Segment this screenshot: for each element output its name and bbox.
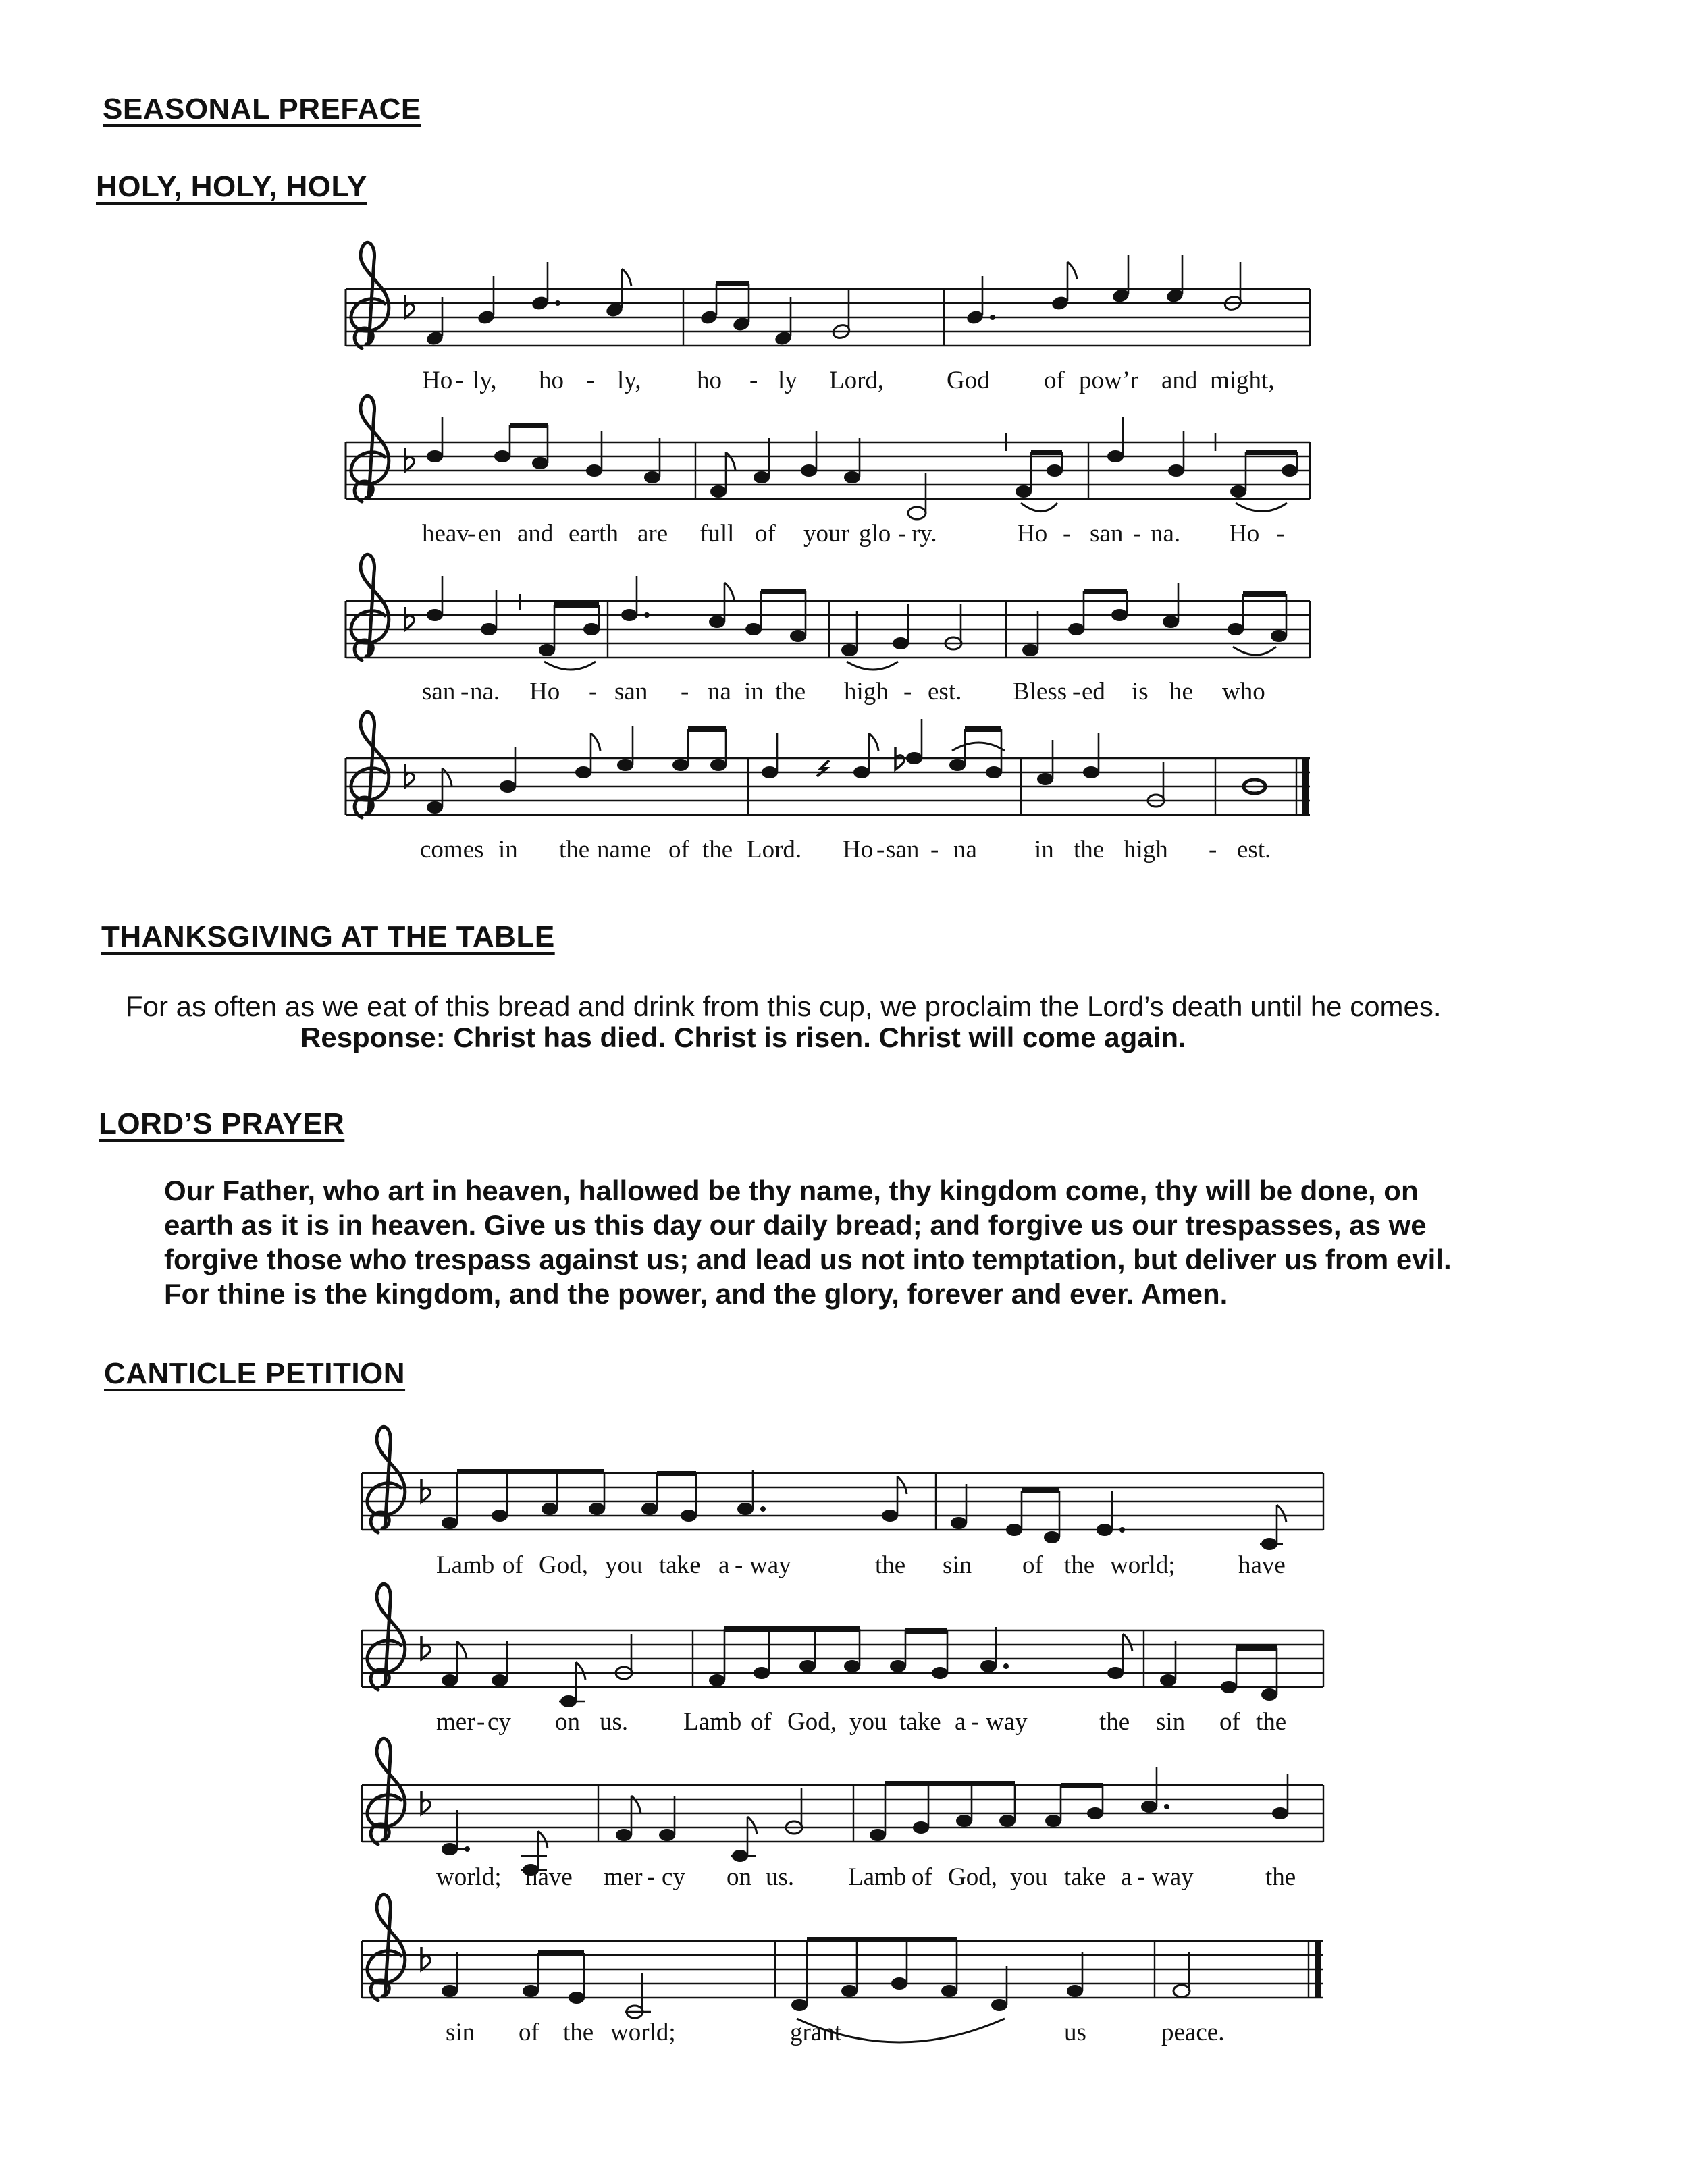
lyric: us.	[600, 1708, 629, 1736]
lyric: the	[702, 836, 733, 863]
lyric: and	[1161, 367, 1198, 394]
lyric-hyphen: -	[681, 678, 689, 705]
lyric: take	[1064, 1863, 1106, 1891]
lyric: on	[555, 1708, 580, 1736]
lyric: the	[1256, 1708, 1287, 1736]
heading-holy-holy-holy: HOLY, HOLY, HOLY	[96, 170, 367, 203]
lyric: na.	[1151, 520, 1181, 548]
lyric: you	[605, 1551, 643, 1579]
lyric: Lamb	[848, 1863, 907, 1891]
lyric-hyphen: -	[971, 1708, 980, 1736]
lyric: Lamb	[436, 1551, 495, 1579]
lyric: he	[1169, 678, 1193, 705]
lyric-hyphen: -	[930, 836, 939, 863]
lyric: take	[659, 1551, 701, 1579]
lyric-hyphen: -	[903, 678, 912, 705]
canticle-music-system-1	[362, 1427, 1323, 1550]
lyric: sin	[1156, 1708, 1186, 1736]
lyric: you	[849, 1708, 887, 1736]
lyric: the	[1265, 1863, 1296, 1891]
lyric: is	[1132, 678, 1149, 705]
lyric: of	[668, 836, 689, 863]
lyric: of	[751, 1708, 772, 1736]
lyric: cy	[487, 1708, 511, 1736]
lyric: a	[1121, 1863, 1132, 1891]
lyric-hyphen: -	[1133, 520, 1142, 548]
lyric: of	[755, 520, 776, 548]
lyric: of	[502, 1551, 523, 1579]
lyric: the	[775, 678, 806, 705]
lyric: mer	[436, 1708, 475, 1736]
prayer-line: Our Father, who art in heaven, hallowed be thy name, thy kingdom come, thy will be done, on	[164, 1175, 1419, 1206]
lyric: grant	[790, 2019, 842, 2046]
lyric: ly,	[617, 367, 641, 394]
lyric: Bless	[1013, 678, 1067, 705]
lyric: the	[1099, 1708, 1130, 1736]
lyric: of	[1044, 367, 1065, 394]
lyric-hyphen: -	[460, 678, 469, 705]
lyric: mer	[604, 1863, 643, 1891]
canticle-music-system-2	[362, 1584, 1323, 1707]
lyric: the	[1074, 836, 1105, 863]
lyric: take	[899, 1708, 941, 1736]
lyric: in	[1034, 836, 1054, 863]
thanksgiving-response: Response: Christ has died. Christ is risen. Christ will come again.	[300, 1021, 1186, 1053]
holy-music-system-3	[346, 554, 1310, 670]
lyric: the	[875, 1551, 906, 1579]
lyric: the	[1064, 1551, 1095, 1579]
lyric: sin	[446, 2019, 475, 2046]
lyric: ry.	[912, 520, 937, 548]
lyric-hyphen: -	[477, 1708, 485, 1736]
lyric: Ho	[1017, 520, 1048, 548]
lyric-hyphen: -	[1209, 836, 1217, 863]
lyric: world;	[1110, 1551, 1176, 1579]
lyric-hyphen: -	[1276, 520, 1285, 548]
lyric-hyphen: -	[586, 367, 595, 394]
lyric: God,	[539, 1551, 588, 1579]
lyric: high	[844, 678, 889, 705]
heading-thanksgiving: THANKSGIVING AT THE TABLE	[101, 920, 555, 953]
lyric: Ho	[1229, 520, 1260, 548]
lyric: who	[1222, 678, 1265, 705]
lyric: san	[614, 678, 648, 705]
lyric-hyphen: -	[876, 836, 885, 863]
lyric: are	[637, 520, 668, 548]
lyric-hyphen: -	[898, 520, 907, 548]
heading-seasonal-preface: SEASONAL PREFACE	[103, 92, 421, 126]
lyric: ho	[539, 367, 564, 394]
lyric: cy	[662, 1863, 685, 1891]
lyric-hyphen: -	[1137, 1863, 1146, 1891]
lyric: earth	[569, 520, 618, 548]
lyric: a	[718, 1551, 730, 1579]
lyric: way	[749, 1551, 791, 1579]
lyric: of	[1219, 1708, 1240, 1736]
lyric: your	[803, 520, 849, 548]
lyric: the	[559, 836, 590, 863]
prayer-line: For thine is the kingdom, and the power, and the glory, forever and ever. Amen.	[164, 1278, 1228, 1310]
lyric: on	[727, 1863, 751, 1891]
lyric: heav	[422, 520, 469, 548]
lyric-hyphen: -	[467, 520, 476, 548]
lyric: ed	[1082, 678, 1105, 705]
lyric: God	[947, 367, 990, 394]
lyric: full	[700, 520, 735, 548]
lyric: in	[744, 678, 764, 705]
lyric: san	[422, 678, 456, 705]
holy-music-system-4	[346, 712, 1310, 818]
lyric: ly	[778, 367, 797, 394]
lyric: na.	[470, 678, 500, 705]
lyric-hyphen: -	[735, 1551, 743, 1579]
lyric-hyphen: -	[1063, 520, 1072, 548]
heading-canticle-petition: CANTICLE PETITION	[104, 1357, 406, 1390]
lyric: in	[498, 836, 518, 863]
lyric: na	[708, 678, 731, 705]
lyric: the	[563, 2019, 594, 2046]
prayer-line: earth as it is in heaven. Give us this day our daily bread; and forgive us our trespasses, as we	[164, 1209, 1427, 1241]
holy-music-system-2	[346, 396, 1310, 519]
lyric: have	[1238, 1551, 1286, 1579]
lyric: God,	[787, 1708, 837, 1736]
lyric: Ho	[422, 367, 453, 394]
lyric: ho	[697, 367, 722, 394]
lyric: pow’r	[1079, 367, 1139, 394]
lyric: Ho	[529, 678, 560, 705]
lyric: san	[886, 836, 920, 863]
thanksgiving-text: For as often as we eat of this bread and drink from this cup, we proclaim the Lord’s death until he comes.	[126, 990, 1442, 1022]
prayer-line: forgive those who trespass against us; and lead us not into temptation, but deliver us from evil.	[164, 1244, 1452, 1275]
lyric: of	[912, 1863, 932, 1891]
lyric: a	[955, 1708, 966, 1736]
lyric-hyphen: -	[1072, 678, 1081, 705]
lyric-hyphen: -	[647, 1863, 656, 1891]
lyric: might,	[1210, 367, 1275, 394]
lyric: world;	[436, 1863, 502, 1891]
lyric: God,	[948, 1863, 997, 1891]
lyric: way	[986, 1708, 1028, 1736]
lyric: comes	[420, 836, 484, 863]
lyric: glo	[859, 520, 891, 548]
lyric: have	[525, 1863, 573, 1891]
lyric: us.	[766, 1863, 795, 1891]
heading-lords-prayer: LORD’S PRAYER	[99, 1107, 345, 1140]
lyric-hyphen: -	[455, 367, 464, 394]
lyric: peace.	[1161, 2019, 1225, 2046]
lyric: ly,	[473, 367, 497, 394]
lyric: est.	[1237, 836, 1271, 863]
lyric: Lord,	[829, 367, 885, 394]
canticle-music-system-3	[362, 1738, 1323, 1876]
lyric: of	[519, 2019, 539, 2046]
lyric: na	[953, 836, 977, 863]
lyric: name	[597, 836, 652, 863]
lyric: est.	[928, 678, 962, 705]
lyric: sin	[943, 1551, 972, 1579]
lyric: way	[1152, 1863, 1194, 1891]
lyric: en	[478, 520, 502, 548]
lyric: us	[1064, 2019, 1086, 2046]
lyric-hyphen: -	[589, 678, 598, 705]
lyric: Ho	[843, 836, 874, 863]
lyric: world;	[610, 2019, 676, 2046]
lyric: san	[1090, 520, 1124, 548]
lyric: of	[1022, 1551, 1043, 1579]
lyric: and	[517, 520, 554, 548]
lyric: Lord.	[747, 836, 802, 863]
lyric-hyphen: -	[749, 367, 758, 394]
lyric: you	[1010, 1863, 1048, 1891]
holy-music-system-1	[346, 242, 1310, 348]
lyric: Lamb	[683, 1708, 742, 1736]
lyric: high	[1124, 836, 1168, 863]
